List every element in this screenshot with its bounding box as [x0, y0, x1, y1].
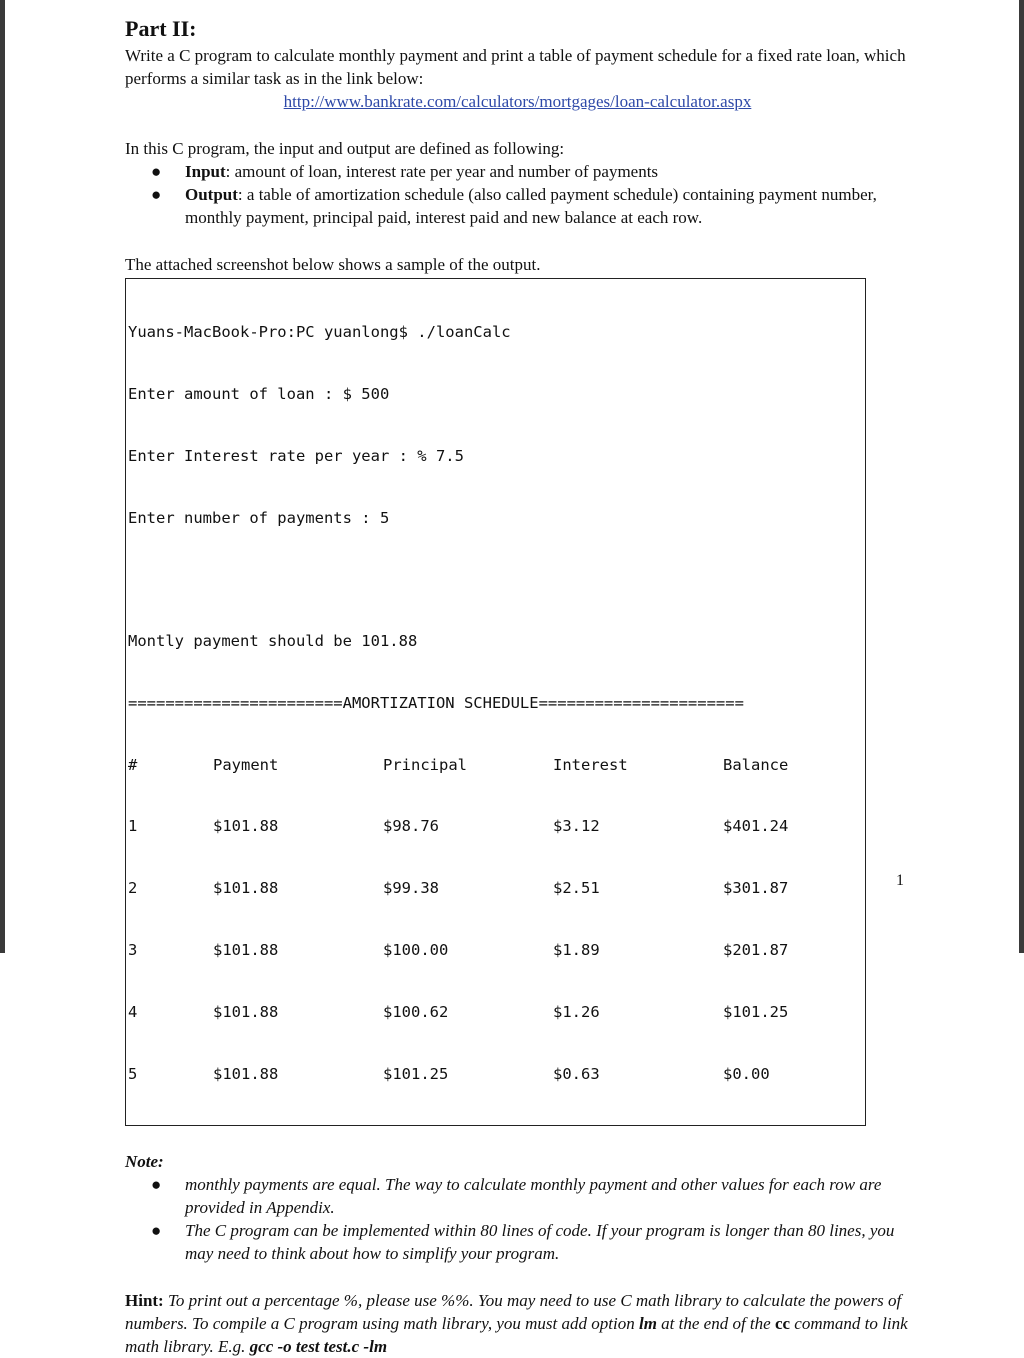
- terminal-screenshot: [125, 278, 866, 1126]
- bullet-dot-icon: ●: [151, 185, 162, 204]
- bullet-output: ● Output: a table of amortization schedule (also called payment schedule) containing payment number, monthly payment, principal paid, interest paid and new balance at each row.: [151, 185, 877, 227]
- hint-paragraph: Hint: To print out a percentage %, please use %%. You may need to use C math library to calculate the powers of numbers. To compile a C program using math library, you must add option lm at the end of the cc command to link math library. E.g. gcc -o test test.c -lm: [125, 1291, 908, 1357]
- screenshot-intro: The attached screenshot below shows a sample of the output.: [125, 255, 541, 274]
- note-item: ● monthly payments are equal. The way to calculate monthly payment and other values for each row are provided in Appendix.: [151, 1175, 882, 1218]
- notes-list: [125, 1173, 910, 1265]
- terminal-line: Enter Interest rate per year : % 7.5: [128, 446, 464, 465]
- intro-paragraph: Write a C program to calculate monthly payment and print a table of payment schedule for a fixed rate loan, which performs a similar task as in the link below:: [125, 46, 906, 88]
- schedule-row: 5 $101.88 $101.25 $0.63 $0.00: [128, 1064, 770, 1083]
- schedule-row: 2 $101.88 $99.38 $2.51 $301.87: [128, 879, 789, 898]
- terminal-line: Yuans-MacBook-Pro:PC yuanlong$ ./loanCalc: [128, 323, 511, 342]
- schedule-header: # Payment Principal Interest Balance: [128, 755, 789, 774]
- page-heading: Part II:: [125, 16, 197, 41]
- bullet-dot-icon: ●: [151, 1221, 162, 1241]
- bullet-dot-icon: ●: [151, 1175, 162, 1195]
- page-number: 1: [896, 872, 904, 889]
- terminal-line: =======================AMORTIZATION SCHEDULE======================: [128, 693, 744, 712]
- bullet-dot-icon: ●: [151, 162, 162, 181]
- bullet-input: ● Input: amount of loan, interest rate per year and number of payments: [151, 162, 659, 181]
- io-list: [125, 160, 910, 229]
- note-item: ● The C program can be implemented within 80 lines of code. If your program is longer than 80 lines, you may need to think about how to simplify your program.: [151, 1221, 895, 1264]
- note-label: Note:: [125, 1152, 164, 1172]
- terminal-line: Enter number of payments : 5: [128, 508, 390, 527]
- document-page: [125, 14, 910, 1358]
- left-edge: [0, 0, 5, 953]
- bankrate-link[interactable]: http://www.bankrate.com/calculators/mortgages/loan-calculator.aspx: [283, 92, 752, 111]
- schedule-row: 4 $101.88 $100.62 $1.26 $101.25: [128, 1002, 789, 1021]
- right-edge: [1019, 0, 1024, 953]
- terminal-line: [128, 569, 865, 590]
- io-intro: In this C program, the input and output are defined as following:: [125, 139, 565, 158]
- terminal-line: Enter amount of loan : $ 500: [128, 384, 390, 403]
- terminal-line: Montly payment should be 101.88: [128, 632, 418, 651]
- schedule-row: 1 $101.88 $98.76 $3.12 $401.24: [128, 817, 789, 836]
- schedule-row: 3 $101.88 $100.00 $1.89 $201.87: [128, 941, 789, 959]
